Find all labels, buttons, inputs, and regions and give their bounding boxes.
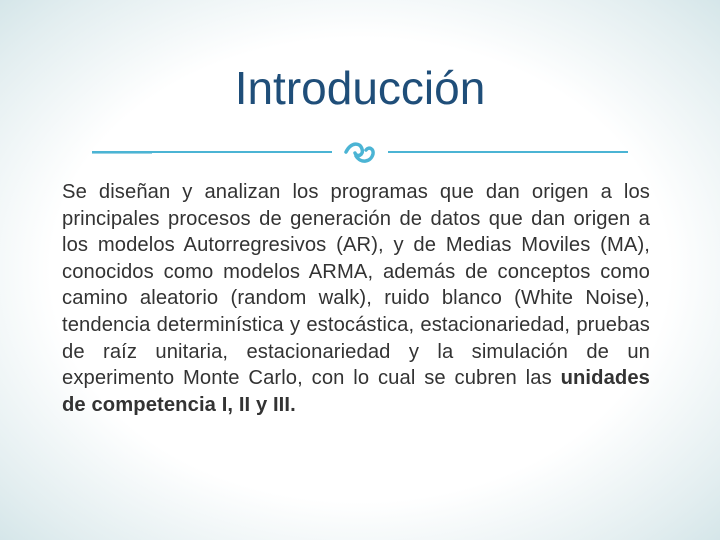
slide-title: Introducción <box>234 62 486 114</box>
body-paragraph: Se diseñan y analizan los programas que dan origen a los principales procesos de generación de datos que dan origen a los modelos Autorregresivos (AR), y de Medias Moviles (MA), conocidos como modelos ARMA, además de conceptos como camino aleatorio (random walk), ruido blanco (White Noise), tendencia determinística y estocástica, estacionariedad, pruebas de raíz unitaria, estacionariedad y la simulación de un experimento Monte Carlo, con lo cual se cubren las <box>62 181 650 390</box>
divider-line-left-shadow <box>92 153 152 154</box>
slide-body <box>62 179 650 418</box>
divider-line-right <box>388 151 628 153</box>
swirl-ornament-icon <box>342 138 378 166</box>
body-bold-phrase: unidades de competencia I, II y III. <box>62 367 650 416</box>
